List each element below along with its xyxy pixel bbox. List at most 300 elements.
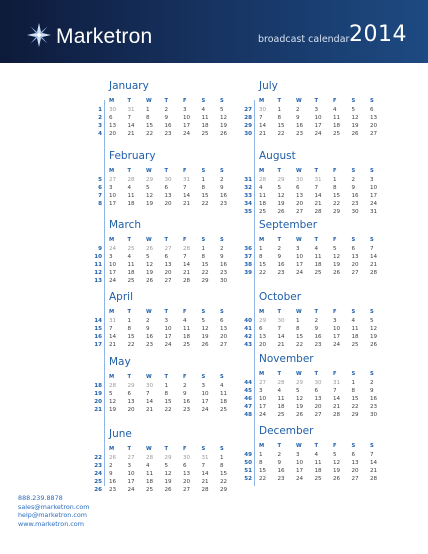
day-cell: 21 xyxy=(333,404,341,410)
week-row xyxy=(259,208,389,216)
day-cell: 21 xyxy=(127,131,135,137)
day-cell: 18 xyxy=(127,270,135,276)
weekday-header xyxy=(259,166,389,176)
week-numbers xyxy=(238,106,252,138)
day-cell: 12 xyxy=(351,115,359,121)
weekday-label: M xyxy=(109,98,115,104)
day-cell: 27 xyxy=(127,455,135,461)
week-row xyxy=(259,467,389,475)
weekday-label: T xyxy=(277,237,282,243)
day-cell: 2 xyxy=(220,177,224,183)
day-cell: 27 xyxy=(109,177,117,183)
week-number: 4 xyxy=(98,131,102,137)
day-cell: 14 xyxy=(183,262,191,268)
week-row xyxy=(259,114,389,122)
weekday-label: F xyxy=(333,371,337,377)
day-cell: 19 xyxy=(146,270,154,276)
weekday-label: T xyxy=(277,371,282,377)
day-cell: 4 xyxy=(314,246,319,252)
day-cell: 22 xyxy=(259,476,267,482)
day-cell: 19 xyxy=(351,123,359,129)
weekday-header xyxy=(259,369,389,379)
contact-footer xyxy=(18,494,89,528)
day-cell: 11 xyxy=(183,326,191,332)
week-number: 18 xyxy=(94,383,102,389)
day-cell: 10 xyxy=(183,115,191,121)
sales-email-link[interactable]: sales@marketron.com xyxy=(18,502,90,511)
weekday-label: S xyxy=(351,309,356,315)
month-name: February xyxy=(109,150,156,162)
weekday-label: S xyxy=(351,443,356,449)
week-number: 9 xyxy=(98,246,102,252)
day-cell: 13 xyxy=(370,115,378,121)
day-cell: 22 xyxy=(351,404,359,410)
week-number: 45 xyxy=(244,388,252,394)
day-cell: 20 xyxy=(296,201,304,207)
day-cell: 4 xyxy=(127,254,132,260)
day-cell: 20 xyxy=(259,342,267,348)
weekday-label: F xyxy=(333,168,337,174)
day-cell: 16 xyxy=(351,193,359,199)
day-cell: 12 xyxy=(296,396,304,402)
day-cell: 17 xyxy=(109,270,117,276)
day-cell: 2 xyxy=(277,452,282,458)
day-cell: 15 xyxy=(333,193,341,199)
week-row xyxy=(259,395,389,403)
day-cell: 29 xyxy=(201,278,209,284)
day-cell: 17 xyxy=(183,123,191,129)
day-cell: 10 xyxy=(333,326,341,332)
day-cell: 27 xyxy=(259,380,267,386)
week-row xyxy=(109,122,239,130)
day-cell: 7 xyxy=(183,254,187,260)
day-cell: 24 xyxy=(201,407,209,413)
week-number: 41 xyxy=(244,326,252,332)
weekday-label: S xyxy=(220,309,224,315)
day-cell: 16 xyxy=(164,123,172,129)
day-cell: 23 xyxy=(351,201,359,207)
day-cell: 17 xyxy=(201,399,209,405)
day-cell: 12 xyxy=(146,193,154,199)
day-cell: 30 xyxy=(183,455,191,461)
day-cell: 1 xyxy=(201,177,206,183)
week-row xyxy=(109,269,239,277)
weekday-label: F xyxy=(183,446,187,452)
weekday-label: W xyxy=(146,237,152,243)
day-cell: 1 xyxy=(259,452,263,458)
day-cell: 9 xyxy=(220,254,224,260)
day-cell: 14 xyxy=(259,123,267,129)
day-cell: 14 xyxy=(146,399,154,405)
day-cell: 12 xyxy=(277,193,285,199)
day-cell: 29 xyxy=(333,209,341,215)
day-cell: 10 xyxy=(259,396,267,402)
day-cell: 8 xyxy=(259,460,263,466)
day-cell: 16 xyxy=(370,396,378,402)
week-number: 15 xyxy=(94,326,102,332)
week-number: 42 xyxy=(244,334,252,340)
month-name: November xyxy=(259,353,314,365)
week-row xyxy=(109,114,239,122)
day-cell: 28 xyxy=(370,476,378,482)
day-cell: 6 xyxy=(259,326,263,332)
right-week-divider xyxy=(254,100,255,486)
day-cell: 12 xyxy=(109,399,117,405)
week-row xyxy=(109,245,239,253)
day-cell: 7 xyxy=(127,115,132,121)
week-number: 40 xyxy=(244,318,252,324)
day-cell: 9 xyxy=(146,326,150,332)
day-cell: 9 xyxy=(314,326,319,332)
week-number: 50 xyxy=(244,460,252,466)
day-cell: 27 xyxy=(314,412,322,418)
day-cell: 15 xyxy=(127,334,135,340)
week-row xyxy=(259,253,389,261)
day-cell: 8 xyxy=(259,254,263,260)
day-cell: 22 xyxy=(201,270,209,276)
weekday-label: T xyxy=(314,98,319,104)
day-cell: 18 xyxy=(146,479,154,485)
week-row xyxy=(109,382,239,390)
day-cell: 5 xyxy=(333,246,337,252)
day-cell: 4 xyxy=(259,185,263,191)
weekday-label: M xyxy=(109,374,115,380)
weekday-header xyxy=(259,96,389,106)
weekday-label: F xyxy=(333,443,337,449)
day-cell: 8 xyxy=(277,115,282,121)
weekday-label: W xyxy=(296,443,302,449)
week-row xyxy=(109,277,239,285)
week-number: 3 xyxy=(98,123,102,129)
day-cell: 30 xyxy=(351,209,359,215)
weekday-label: T xyxy=(127,237,132,243)
day-cell: 28 xyxy=(109,383,117,389)
day-cell: 22 xyxy=(201,201,209,207)
day-cell: 27 xyxy=(183,487,191,493)
day-cell: 4 xyxy=(333,107,337,113)
day-cell: 21 xyxy=(259,131,267,137)
week-number: 26 xyxy=(94,487,102,493)
week-row xyxy=(259,184,389,192)
day-cell: 1 xyxy=(296,318,300,324)
day-cell: 30 xyxy=(277,318,285,324)
day-cell: 26 xyxy=(277,209,285,215)
week-number: 49 xyxy=(244,452,252,458)
calendar-year: 2014 xyxy=(349,22,407,47)
weekday-label: S xyxy=(370,237,374,243)
week-row xyxy=(109,333,239,341)
weekday-label: T xyxy=(277,98,282,104)
week-row xyxy=(259,106,389,114)
week-row xyxy=(109,478,239,486)
day-cell: 26 xyxy=(370,342,378,348)
day-cell: 31 xyxy=(109,318,117,324)
week-row xyxy=(259,192,389,200)
day-cell: 26 xyxy=(220,131,228,137)
weekday-label: S xyxy=(220,237,224,243)
day-cell: 8 xyxy=(127,326,132,332)
weekday-label: M xyxy=(259,98,265,104)
help-email-link[interactable]: help@marketron.com xyxy=(18,511,88,520)
month-name: July xyxy=(259,80,278,92)
day-cell: 30 xyxy=(146,383,154,389)
week-number: 34 xyxy=(244,201,252,207)
day-cell: 2 xyxy=(351,177,356,183)
day-cell: 10 xyxy=(296,254,304,260)
weekday-label: M xyxy=(109,309,115,315)
week-numbers xyxy=(88,454,102,494)
day-cell: 13 xyxy=(127,399,135,405)
day-cell: 3 xyxy=(370,177,374,183)
day-cell: 30 xyxy=(259,107,267,113)
day-cell: 18 xyxy=(314,468,322,474)
day-cell: 17 xyxy=(259,404,267,410)
week-numbers xyxy=(88,106,102,138)
month-april xyxy=(109,291,239,349)
day-cell: 30 xyxy=(296,177,304,183)
weekday-label: T xyxy=(314,237,319,243)
month-february xyxy=(109,150,239,208)
weekday-label: M xyxy=(109,237,115,243)
day-cell: 3 xyxy=(127,463,132,469)
weekday-label: W xyxy=(146,309,152,315)
day-cell: 31 xyxy=(314,177,322,183)
day-cell: 21 xyxy=(146,407,154,413)
day-cell: 10 xyxy=(370,185,378,191)
day-cell: 19 xyxy=(220,123,228,129)
day-cell: 29 xyxy=(351,412,359,418)
weekday-label: W xyxy=(146,168,152,174)
day-cell: 10 xyxy=(314,115,322,121)
week-row xyxy=(109,406,239,414)
day-cell: 25 xyxy=(333,131,341,137)
day-cell: 4 xyxy=(351,318,356,324)
day-cell: 20 xyxy=(183,479,191,485)
day-cell: 27 xyxy=(164,246,172,252)
weekday-label: F xyxy=(183,98,187,104)
day-cell: 13 xyxy=(351,254,359,260)
day-cell: 9 xyxy=(183,391,187,397)
day-cell: 25 xyxy=(183,342,191,348)
day-cell: 9 xyxy=(296,115,300,121)
day-cell: 6 xyxy=(314,388,319,394)
day-cell: 25 xyxy=(220,407,228,413)
week-number: 27 xyxy=(244,107,252,113)
day-cell: 6 xyxy=(296,185,300,191)
weekday-label: W xyxy=(296,371,302,377)
day-cell: 24 xyxy=(296,476,304,482)
weekday-label: M xyxy=(109,446,115,452)
month-november xyxy=(259,353,389,419)
day-cell: 9 xyxy=(277,460,282,466)
week-row xyxy=(259,325,389,333)
day-cell: 20 xyxy=(351,262,359,268)
weekday-label: S xyxy=(201,309,206,315)
week-number: 32 xyxy=(244,185,252,191)
day-cell: 13 xyxy=(314,396,322,402)
weekday-label: M xyxy=(259,168,265,174)
day-cell: 26 xyxy=(164,487,172,493)
day-cell: 13 xyxy=(296,193,304,199)
day-cell: 22 xyxy=(296,342,304,348)
week-number: 10 xyxy=(94,254,102,260)
day-cell: 18 xyxy=(220,399,228,405)
day-cell: 25 xyxy=(259,209,267,215)
week-number: 17 xyxy=(94,342,102,348)
day-cell: 22 xyxy=(277,131,285,137)
day-cell: 2 xyxy=(220,246,224,252)
week-number: 29 xyxy=(244,123,252,129)
week-row xyxy=(109,200,239,208)
week-row xyxy=(259,341,389,349)
day-cell: 16 xyxy=(296,123,304,129)
day-cell: 16 xyxy=(314,334,322,340)
website-link[interactable]: www.marketron.com xyxy=(18,519,84,528)
day-cell: 1 xyxy=(220,455,224,461)
day-cell: 18 xyxy=(333,123,341,129)
day-cell: 7 xyxy=(370,452,374,458)
day-cell: 11 xyxy=(127,193,135,199)
day-cell: 7 xyxy=(109,326,113,332)
day-cell: 14 xyxy=(201,471,209,477)
week-number: 22 xyxy=(94,455,102,461)
day-cell: 5 xyxy=(201,318,206,324)
day-cell: 17 xyxy=(296,468,304,474)
day-cell: 26 xyxy=(146,246,154,252)
week-number: 19 xyxy=(94,391,102,397)
day-cell: 14 xyxy=(127,123,135,129)
day-cell: 19 xyxy=(201,334,209,340)
day-cell: 30 xyxy=(164,177,172,183)
week-row xyxy=(109,192,239,200)
week-numbers xyxy=(88,176,102,208)
month-name: March xyxy=(109,219,142,231)
day-cell: 30 xyxy=(220,278,228,284)
day-cell: 6 xyxy=(127,391,132,397)
day-cell: 6 xyxy=(164,254,169,260)
week-numbers xyxy=(238,317,252,349)
week-row xyxy=(259,403,389,411)
day-cell: 11 xyxy=(201,115,209,121)
day-cell: 19 xyxy=(333,468,341,474)
day-cell: 6 xyxy=(183,463,187,469)
day-cell: 19 xyxy=(296,404,304,410)
day-cell: 6 xyxy=(220,318,224,324)
day-cell: 25 xyxy=(314,270,322,276)
day-cell: 24 xyxy=(296,270,304,276)
day-cell: 15 xyxy=(201,193,209,199)
day-cell: 29 xyxy=(164,455,172,461)
day-cell: 17 xyxy=(370,193,378,199)
day-cell: 20 xyxy=(164,270,172,276)
weekday-label: T xyxy=(314,443,319,449)
day-cell: 13 xyxy=(183,471,191,477)
day-cell: 7 xyxy=(370,246,374,252)
day-cell: 14 xyxy=(183,193,191,199)
day-cell: 17 xyxy=(333,334,341,340)
week-number: 43 xyxy=(244,342,252,348)
weekday-header xyxy=(109,307,239,317)
month-name: August xyxy=(259,150,296,162)
day-cell: 1 xyxy=(146,107,150,113)
day-cell: 21 xyxy=(183,270,191,276)
day-cell: 29 xyxy=(296,380,304,386)
day-cell: 17 xyxy=(314,123,322,129)
weekday-label: S xyxy=(201,98,206,104)
day-cell: 11 xyxy=(127,262,135,268)
day-cell: 1 xyxy=(277,107,282,113)
day-cell: 4 xyxy=(183,318,187,324)
day-cell: 12 xyxy=(146,262,154,268)
day-cell: 7 xyxy=(314,185,319,191)
day-cell: 23 xyxy=(370,404,378,410)
weekday-label: M xyxy=(259,309,265,315)
week-row xyxy=(109,106,239,114)
header-banner xyxy=(0,0,428,63)
day-cell: 1 xyxy=(351,380,356,386)
week-number: 44 xyxy=(244,380,252,386)
day-cell: 18 xyxy=(183,334,191,340)
week-row xyxy=(259,130,389,138)
brand-name: Marketron xyxy=(56,25,153,48)
weekday-label: S xyxy=(351,98,356,104)
day-cell: 27 xyxy=(296,209,304,215)
day-cell: 28 xyxy=(333,412,341,418)
day-cell: 16 xyxy=(220,193,228,199)
day-cell: 2 xyxy=(370,380,374,386)
day-cell: 7 xyxy=(201,463,206,469)
day-cell: 8 xyxy=(164,391,169,397)
day-cell: 4 xyxy=(220,383,224,389)
day-cell: 3 xyxy=(296,246,300,252)
week-number: 25 xyxy=(94,479,102,485)
weekday-label: T xyxy=(314,371,319,377)
day-cell: 3 xyxy=(109,185,113,191)
week-number: 36 xyxy=(244,246,252,252)
day-cell: 16 xyxy=(146,334,154,340)
day-cell: 1 xyxy=(259,246,263,252)
day-cell: 27 xyxy=(164,278,172,284)
day-cell: 29 xyxy=(259,318,267,324)
week-row xyxy=(259,261,389,269)
day-cell: 15 xyxy=(201,262,209,268)
day-cell: 30 xyxy=(314,380,322,386)
week-number: 7 xyxy=(98,193,102,199)
weekday-label: W xyxy=(146,374,152,380)
week-row xyxy=(259,317,389,325)
week-row xyxy=(109,390,239,398)
weekday-label: T xyxy=(314,168,319,174)
month-january xyxy=(109,80,239,138)
week-number: 8 xyxy=(98,201,102,207)
week-number: 16 xyxy=(94,334,102,340)
day-cell: 7 xyxy=(183,185,187,191)
day-cell: 15 xyxy=(146,123,154,129)
day-cell: 17 xyxy=(164,334,172,340)
weekday-header xyxy=(259,235,389,245)
weekday-label: T xyxy=(127,98,132,104)
day-cell: 2 xyxy=(277,246,282,252)
day-cell: 28 xyxy=(146,455,154,461)
day-cell: 17 xyxy=(127,479,135,485)
weekday-label: S xyxy=(220,168,224,174)
day-cell: 27 xyxy=(351,270,359,276)
day-cell: 25 xyxy=(127,246,135,252)
day-cell: 13 xyxy=(351,460,359,466)
month-name: January xyxy=(109,80,149,92)
week-row xyxy=(109,253,239,261)
day-cell: 29 xyxy=(277,177,285,183)
